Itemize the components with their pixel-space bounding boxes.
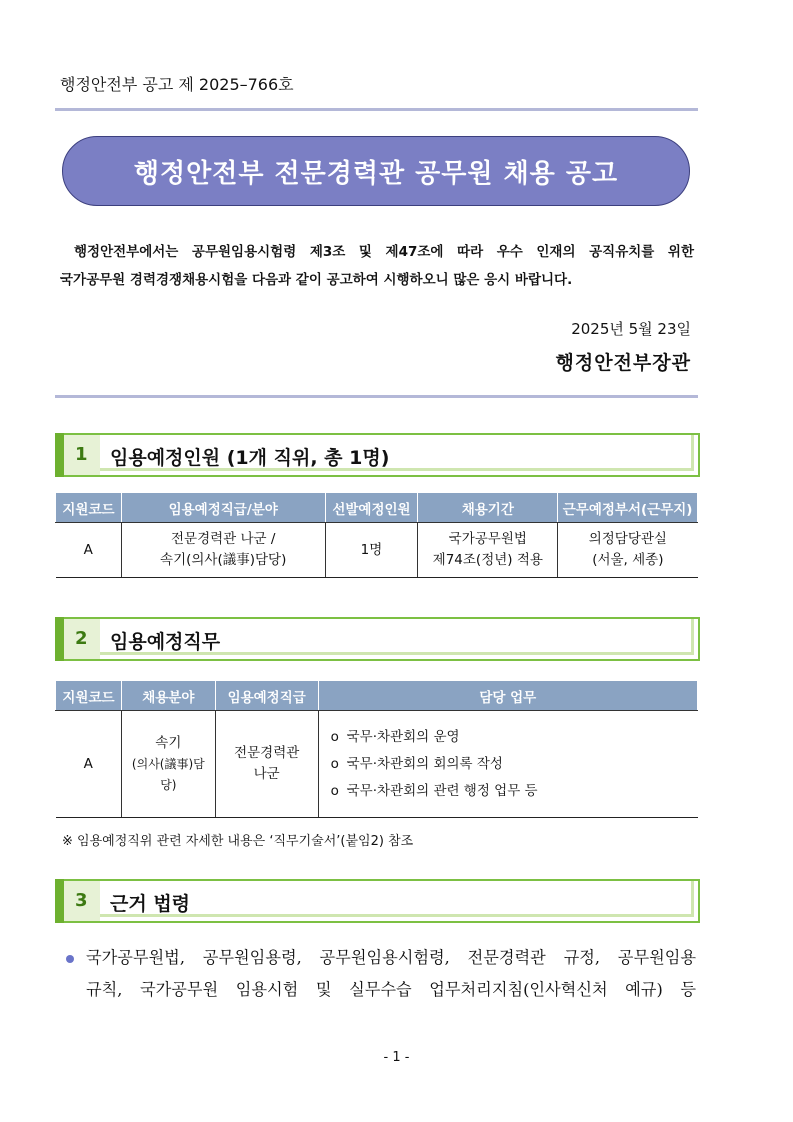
duties-list <box>321 724 696 805</box>
mid-divider <box>55 395 698 398</box>
header-code: 지원코드 <box>56 493 122 523</box>
cell-period: 국가공무원법 제74조(정년) 적용 <box>418 523 558 578</box>
header-duties: 담당 업무 <box>318 681 697 711</box>
table-row <box>56 523 698 578</box>
list-item: o 국무·차관회의 관련 행정 업무 등 <box>330 782 538 799</box>
cell-field: 속기 (의사(議事)담당) <box>121 711 215 818</box>
page-number: - 1 - <box>383 1050 410 1065</box>
list-item: o 국무·차관회의 운영 <box>330 728 460 745</box>
section-1-number: 1 <box>75 444 88 465</box>
title-banner <box>62 136 690 206</box>
section-1-title: 임용예정인원 (1개 직위, 총 1명) <box>110 447 390 469</box>
top-divider <box>55 108 698 111</box>
section-3-number: 3 <box>75 890 88 911</box>
header-field: 채용분야 <box>121 681 215 711</box>
cell-code: A <box>56 523 122 578</box>
notice-date: 2025년 5월 23일 <box>571 320 691 338</box>
page-title: 행정안전부 전문경력관 공무원 채용 공고 <box>133 158 619 189</box>
header-position: 임용예정직급/분야 <box>121 493 325 523</box>
cell-dept: 의정담당관실 (서울, 세종) <box>558 523 698 578</box>
table-row <box>56 711 698 818</box>
section-2-header <box>55 617 700 661</box>
header-grade: 임용예정직급 <box>215 681 318 711</box>
notice-number: 행정안전부 공고 제 2025–766호 <box>60 75 294 94</box>
intro-paragraph <box>60 238 694 294</box>
signer: 행정안전부장관 <box>555 352 691 374</box>
duties-footnote: ※ 임용예정직위 관련 자세한 내용은 ‘직무기술서’(붙임2) 참조 <box>62 834 414 849</box>
legal-basis <box>66 942 696 1006</box>
section-2-title: 임용예정직무 <box>110 631 221 653</box>
cell-count: 1명 <box>325 523 418 578</box>
section-3-header <box>55 879 700 923</box>
list-item: o 국무·차관회의 회의록 작성 <box>330 755 503 772</box>
intro-line-2: 국가공무원 경력경쟁채용시험을 다음과 같이 공고하여 시행하오니 많은 응시 바랍니다. <box>60 272 573 288</box>
legal-basis-line-2: 규칙, 국가공무원 임용시험 및 실무수습 업무처리지침(인사혁신처 예규) 등 <box>86 980 696 999</box>
cell-code: A <box>56 711 122 818</box>
header-period: 채용기간 <box>418 493 558 523</box>
cell-position: 전문경력관 나군 / 속기(의사(議事)담당) <box>121 523 325 578</box>
cell-duties <box>318 711 697 818</box>
duties-table <box>55 680 698 818</box>
section-2-number: 2 <box>75 628 88 649</box>
recruitment-count-table <box>55 492 698 578</box>
header-code: 지원코드 <box>56 681 122 711</box>
header-dept: 근무예정부서(근무지) <box>558 493 698 523</box>
bullet-dot-icon <box>66 955 74 963</box>
section-3-title: 근거 법령 <box>110 893 191 915</box>
section-1-header <box>55 433 700 477</box>
cell-grade: 전문경력관 나군 <box>215 711 318 818</box>
intro-line-1: 행정안전부에서는 공무원임용시험령 제3조 및 제47조에 따라 우수 인재의 공직유치를 위한 <box>74 244 694 260</box>
header-count: 선발예정인원 <box>325 493 418 523</box>
legal-basis-line-1: 국가공무원법, 공무원임용령, 공무원임용시험령, 전문경력관 규정, 공무원임용 <box>86 948 696 967</box>
